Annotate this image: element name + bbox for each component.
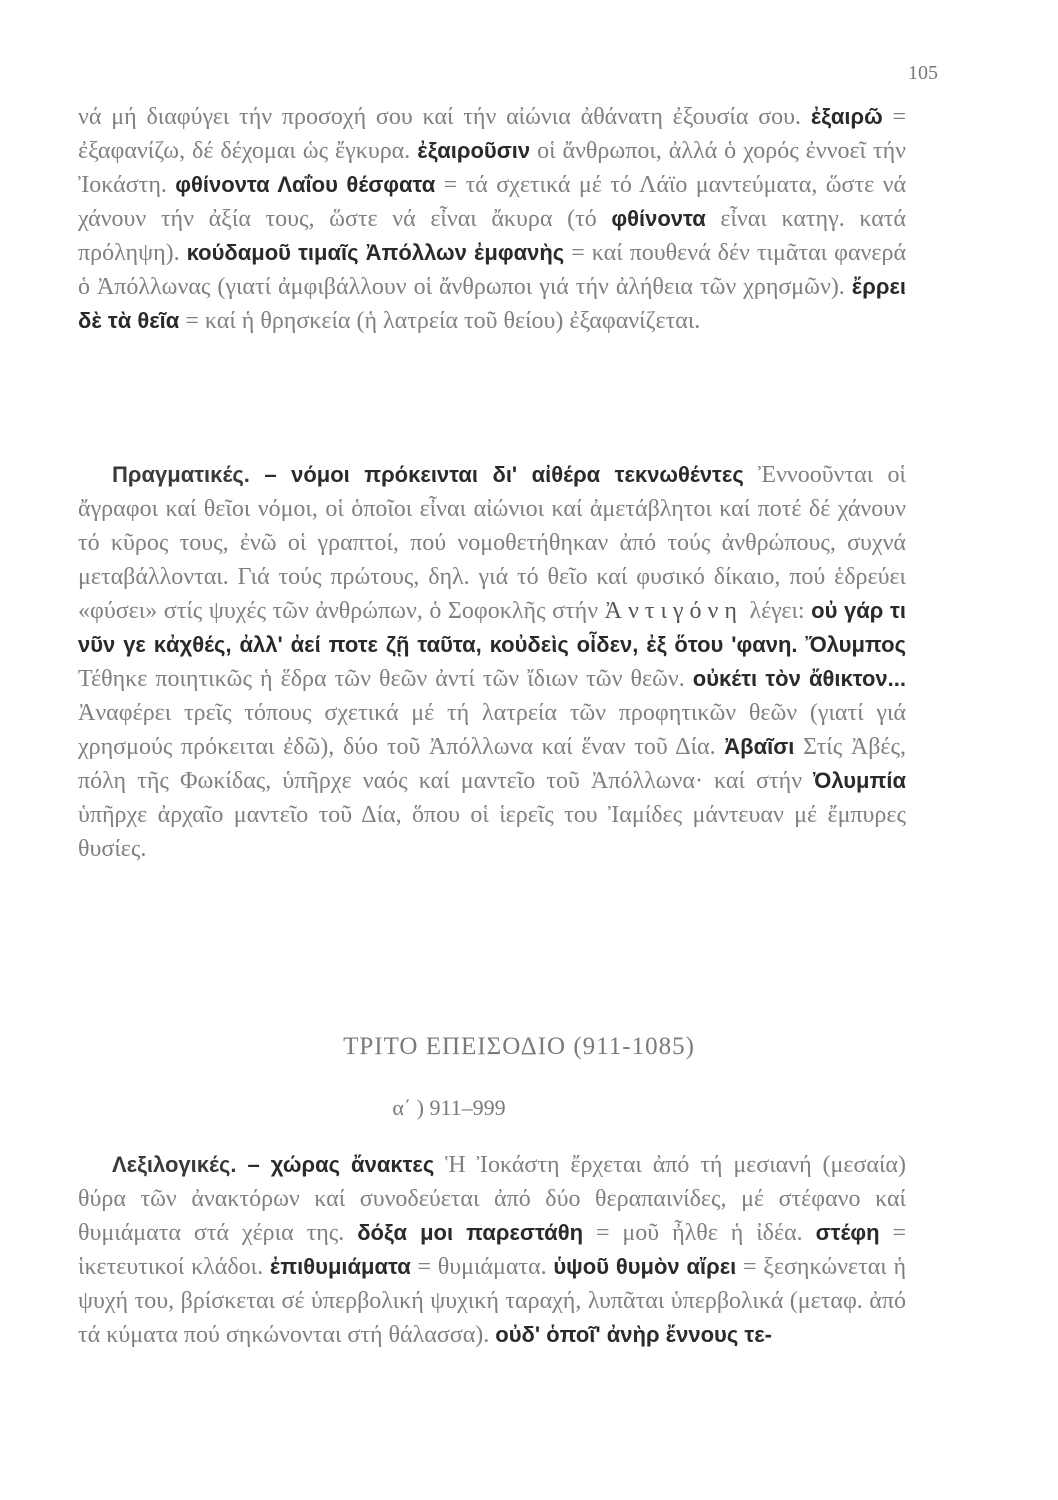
section-label: Πραγματικές. bbox=[112, 462, 250, 487]
page-number: 105 bbox=[908, 62, 938, 84]
paragraph-pragmatikes bbox=[78, 458, 906, 866]
term: οὐδ' ὁποῖ' ἀνὴρ ἔννους τε- bbox=[495, 1322, 772, 1347]
text-run: = τά σχετικά μέ τό Λάϊο μαντεύματα, ὥστε νά χάνουν τήν ἀξία τους, ὥστε νά εἶναι ἄκυρα (τό bbox=[78, 172, 907, 232]
term: Ὀλυμπία bbox=[813, 768, 906, 793]
term: κούδαμοῦ τιμαῖς Ἀπόλλων ἐμφανὴς bbox=[186, 240, 565, 265]
term: ἐξαιροῦσιν bbox=[417, 138, 531, 163]
dash: – bbox=[249, 462, 292, 487]
term: Ὄλυμπος bbox=[805, 632, 907, 657]
term: φθίνοντα bbox=[611, 206, 706, 231]
text-run: = ἱκετευτικοί κλάδοι. bbox=[78, 1220, 907, 1280]
paragraph-glossary-continued bbox=[78, 100, 906, 338]
text-run: = θυμιάματα. bbox=[410, 1254, 547, 1280]
term: δόξα μοι παρεστάθη bbox=[357, 1220, 584, 1245]
text-run: Στίς Ἀβές, πόλη τῆς Φωκίδας, ὑπῆρχε ναός καί μαντεῖο τοῦ Ἀπόλλωνα· καί στήν bbox=[78, 734, 906, 794]
section-title: ΤΡΙΤΟ ΕΠΕΙΣΟΔΙΟ (911-1085) bbox=[343, 1033, 695, 1060]
term: Ἀβαῖσι bbox=[724, 734, 795, 759]
term: φθίνοντα Λαΐου θέσφατα bbox=[175, 172, 436, 197]
text-run: Ἐννοοῦνται οἱ ἄγραφοι καί θεῖοι νόμοι, οἱ ὁποῖοι εἶναι αἰώνιοι καί ἀμετάβλητοι καί ποτέ δέ χάνουν τό κῦρος τους, ἐνῶ οἱ γραπτοί, πού νομοθετήθηκαν ἀπό τούς ἀνθρώπους, συχνά μεταβάλλονται. Γιά τούς πρώτους, δηλ. γιά τό θεῖο καί φυσικό δίκαιο, πού ἑδρεύει «φύσει» στίς ψυχές τῶν ἀνθρώπων, ὁ Σοφοκλῆς στήν bbox=[78, 462, 906, 624]
term: ἐξαιρῶ bbox=[810, 104, 883, 129]
term: ὑψοῦ θυμὸν αἴρει bbox=[553, 1254, 737, 1279]
text-run: = καί ἡ θρησκεία (ἡ λατρεία τοῦ θείου) ἐξαφανίζεται. bbox=[179, 308, 701, 334]
text-run: = καί πουθενά δέν τιμᾶται φανερά ὁ Ἀπόλλωνας (γιατί ἀμφιβάλλουν οἱ ἄνθρωποι γιά τήν ἀλήθεια τῶν χρησμῶν). bbox=[78, 240, 907, 300]
text-run: λέγει: bbox=[742, 598, 812, 624]
term: οὐκέτι τὸν ἄθικτον... bbox=[692, 666, 906, 691]
text-run: = ἐξαφανίζω, δέ δέχομαι ὡς ἔγκυρα. bbox=[78, 104, 907, 164]
text-run: = μοῦ ἦλθε ἡ ἰδέα. bbox=[583, 1220, 803, 1246]
paragraph-lexilogikes bbox=[78, 1148, 906, 1352]
text-run: Ἀναφέρει τρεῖς τόπους σχετικά μέ τή λατρεία τῶν προφητικῶν θεῶν (γιατί γιά χρησμούς πρόκειται ἐδῶ), δύο τοῦ Ἀπόλλωνα καί ἕναν τοῦ Δία. bbox=[78, 700, 906, 760]
term: χώρας ἄνακτες bbox=[270, 1152, 435, 1177]
text-run: νά μή διαφύγει τήν προσοχή σου καί τήν αἰώνια ἀθάνατη ἐξουσία σου. bbox=[78, 104, 802, 130]
text-run: = ξεσηκώνεται ἡ ψυχή του, βρίσκεται σέ ὑπερβολική ψυχική ταραχή, λυπᾶται ὑπερβολικά (μεταφ. ἀπό τά κύματα πού σηκώνονται στή θάλασσα). bbox=[78, 1254, 907, 1348]
text-run: Ἡ Ἰοκάστη ἔρχεται ἀπό τή μεσιανή (μεσαία) θύρα τῶν ἀνακτόρων καί συνοδεύεται ἀπό δύο θεραπαινίδες, μέ στέφανο καί θυμιάματα στά χέρια της. bbox=[78, 1152, 906, 1246]
text-run: Τέθηκε ποιητικῶς ἡ ἕδρα τῶν θεῶν ἀντί τῶν ἴδιων τῶν θεῶν. bbox=[78, 666, 685, 692]
text-run: εἶναι κατηγ. κατά πρόληψη). bbox=[78, 206, 907, 266]
quote: οὐ γάρ τι νῦν γε κἀχθές, ἀλλ' ἀεί ποτε ζῇ ταῦτα, κοὐδεὶς οἶδεν, ἐξ ὅτου 'φανη. bbox=[78, 598, 906, 657]
spaced-title: Ἀντιγόνη bbox=[604, 598, 743, 624]
term: στέφη bbox=[815, 1220, 880, 1245]
term: νόμοι πρόκεινται δι' αἰθέρα τεκνωθέντες bbox=[291, 462, 744, 487]
section-subtitle: α΄ ) 911–999 bbox=[392, 1095, 506, 1120]
text-run: οἱ ἄνθρωποι, ἀλλά ὁ χορός ἐννοεῖ τήν Ἰοκάστη. bbox=[78, 138, 907, 198]
term: ἐπιθυμιάματα bbox=[269, 1254, 411, 1279]
text-run: ὑπῆρχε ἀρχαῖο μαντεῖο τοῦ Δία, ὅπου οἱ ἱερεῖς του Ἰαμίδες μάντευαν μέ ἔμπυρες θυσίες. bbox=[78, 802, 906, 862]
dash: – bbox=[236, 1152, 271, 1177]
section-label: Λεξιλογικές. bbox=[112, 1152, 237, 1177]
term: ἔρρει δὲ τὰ θεῖα bbox=[78, 274, 906, 333]
